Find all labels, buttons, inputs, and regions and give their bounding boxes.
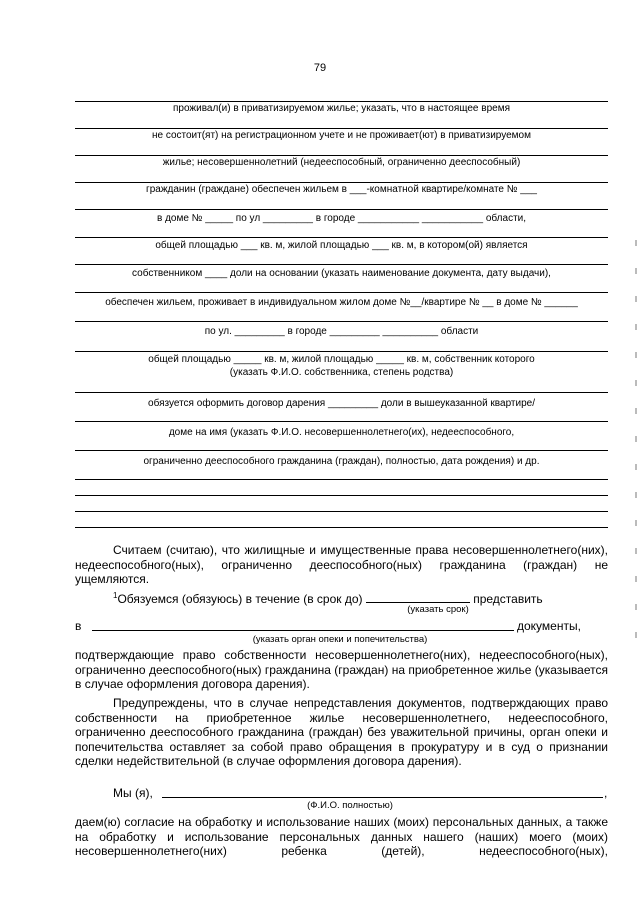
organ-blank[interactable] — [92, 619, 514, 631]
form-line: жилье; несовершеннолетний (недееспособный, ограниченно дееспособный) — [162, 157, 521, 168]
in-label: в — [75, 619, 82, 633]
rule-line — [75, 237, 608, 238]
form-line: обеспечен жильем, проживает в индивидуальном жилом доме №__/квартире № __ в доме № ______ — [105, 297, 578, 308]
rule-line — [75, 321, 608, 322]
form-line: обязуется оформить договор дарения _________ доли в вышеуказанной квартире/ — [148, 398, 535, 409]
margin-scan-marks — [635, 240, 637, 640]
rule-line — [75, 511, 608, 512]
form-line: общей площадью _____ кв. м, жилой площадью _____ кв. м, собственник которого — [148, 354, 535, 365]
form-line: по ул. _________ в городе _________ __________ области — [204, 326, 479, 337]
oblige-line: $^1$Обязуемся (обязуюсь) в течение (в срок до) представить — [113, 591, 543, 606]
form-line: доме на имя (указать Ф.И.О. несовершеннолетнего(их), недееспособного, — [168, 427, 515, 438]
rule-line — [75, 128, 608, 129]
rule-line — [75, 479, 608, 480]
rule-line — [75, 264, 608, 265]
form-line: ограниченно дееспособного гражданина (граждан), полностью, дата рождения) и др. — [143, 456, 540, 467]
caption-term: (указать срок) — [407, 604, 469, 615]
form-line: не состоит(ят) на регистрационном учете и не проживает(ют) в приватизируемом — [151, 130, 531, 141]
caption-organ: (указать орган опеки и попечительства) — [252, 634, 428, 645]
rule-line — [75, 155, 608, 156]
page-number: 79 — [313, 62, 327, 74]
term-blank[interactable] — [366, 591, 470, 603]
rule-line — [75, 101, 608, 102]
form-line-caption: (указать Ф.И.О. собственника, степень родства) — [229, 367, 454, 378]
form-line: общей площадью ___ кв. м, жилой площадью ___ кв. м, в котором(ой) является — [155, 240, 528, 251]
caption-fio: (Ф.И.О. полностью) — [307, 800, 393, 811]
paragraph-consent: даем(ю) согласие на обработку и использование наших (моих) персональных данных, а также на обработку и использование персональных данных нашего (наших) моего (моих) несовершеннолетнего(них) ребенка (детей), недееспособного(ных), — [75, 815, 608, 858]
we-comma: , — [604, 786, 608, 800]
rule-line — [75, 495, 608, 496]
rule-line — [75, 209, 608, 210]
paragraph-confirming: подтверждающие право собственности несовершеннолетнего(них), недееспособного(ных), ограниченно дееспособного(ных) гражданина (граждан) на приобретенное жилье (указывается в случае оформления договора дарения). — [75, 648, 608, 691]
paragraph-warned: Предупреждены, что в случае непредставления документов, подтверждающих право собственности на приобретенное жилье несовершеннолетнего, недееспособного, ограниченно дееспособного гражданина (граждан) без уважительной причины, орган опеки и попечительства оставляет за собой право обращения в прокуратуру и в суд о признании сделки недействительной (в случае оформления договора дарения). — [75, 696, 608, 768]
rule-line — [75, 392, 608, 393]
documents-label: документы, — [517, 619, 581, 633]
oblige-prefix: Обязуемся (обязуюсь) в течение (в срок до) — [117, 592, 363, 606]
rule-line — [75, 421, 608, 422]
rule-line — [75, 182, 608, 183]
we-label: Мы (я), — [113, 786, 153, 800]
oblige-suffix: представить — [473, 592, 543, 606]
form-line: в доме № _____ по ул _________ в городе ___________ ___________ области, — [156, 213, 527, 224]
rule-line — [75, 450, 608, 451]
form-line: проживал(и) в приватизируемом жилье; указать, что в настоящее время — [173, 103, 510, 114]
form-line: собственником ____ доли на основании (указать наименование документа, дату выдачи), — [132, 268, 551, 279]
fio-blank[interactable] — [162, 786, 603, 798]
paragraph-consider: Считаем (считаю), что жилищные и имущественные права несовершеннолетнего(них), недееспособного(ных), ограниченно дееспособного(ных) гражданина (граждан) не ущемляются. — [75, 543, 608, 586]
rule-line — [75, 292, 608, 293]
form-line: гражданин (граждане) обеспечен жильем в ___-комнатной квартире/комнате № ___ — [146, 184, 537, 195]
organ-line — [75, 619, 81, 633]
rule-line — [75, 527, 608, 528]
rule-line — [75, 351, 608, 352]
